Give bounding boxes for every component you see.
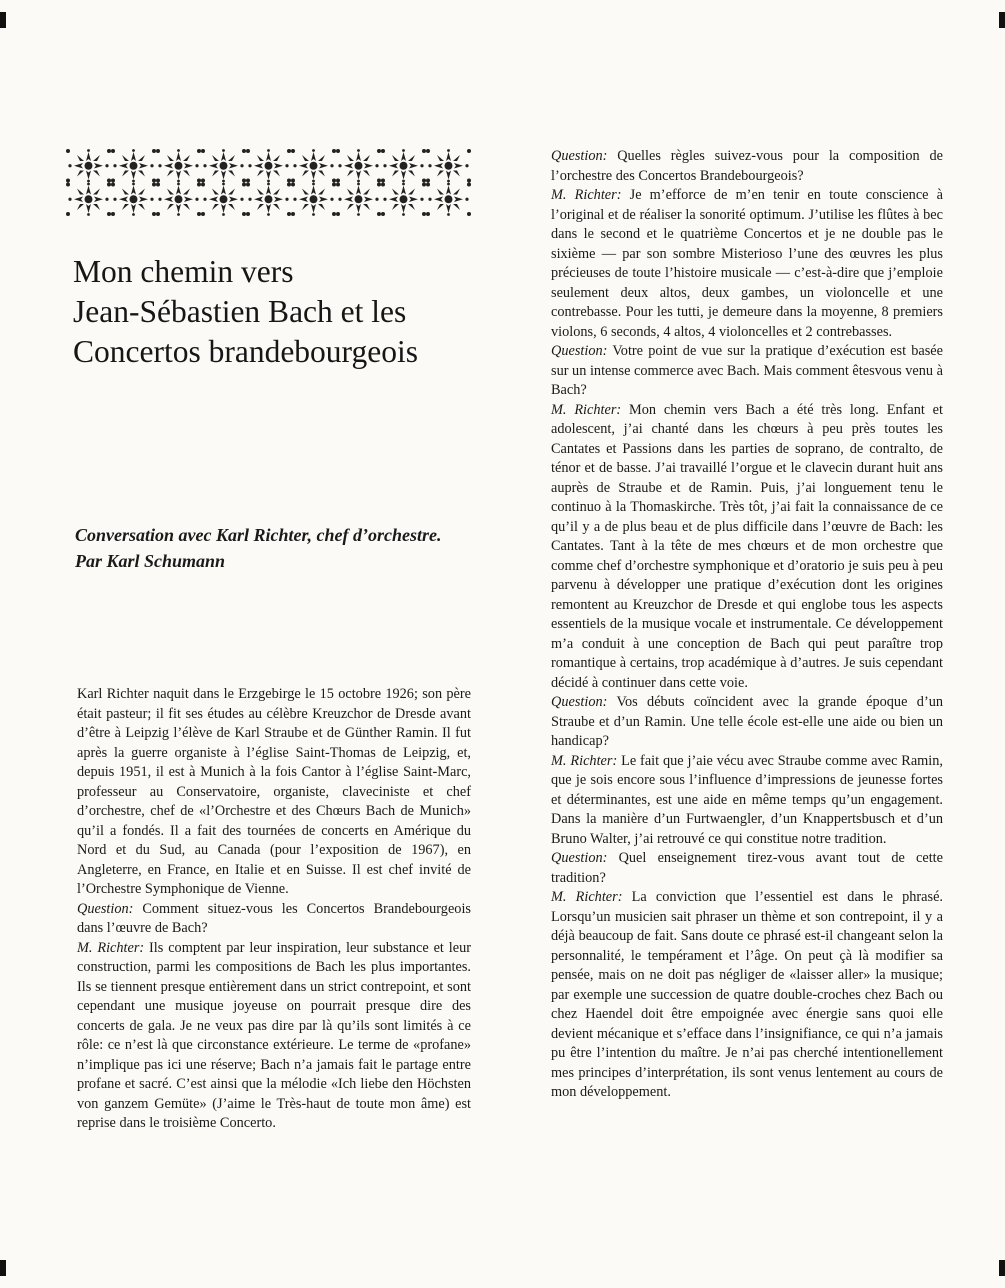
question-text: Votre point de vue sur la pratique d’exécution est basée sur un intense commerce avec Bach. Mais comment êtesvous venu à Bach? xyxy=(551,343,943,398)
answer-paragraph xyxy=(551,186,943,342)
article-title xyxy=(73,252,513,372)
answer-paragraph xyxy=(551,888,943,1103)
registration-mark-top-left xyxy=(0,12,6,28)
answer-paragraph xyxy=(551,752,943,850)
speaker-label: M. Richter: xyxy=(77,939,145,956)
intro-paragraph: Karl Richter naquit dans le Erzgebirge le 15 octobre 1926; son père était pasteur; il fit ses études au célèbre Kreuzchor de Dresde avant d’être à Leipzig l’élève de Karl Straube et de Günther Ramin. Il fut après la guerre organiste à l’église Saint-Thomas de Leipzig, et, depuis 1951, il est à Munich à la fois Cantor à l’église Saint-Marc, professeur au Conservatoire, organiste, claveciniste et chef d’orchestre, chef de «l’Orchestre et des Chœurs Bach de Munich» qu’il a fondés. Il a fait des tournées de concerts en Amérique du Nord et du Sud, au Canada (pour l’exposition de 1967), en Angleterre, en France, en Italie et en Suisse. Il est chef invité de l’Orchestre Symphonique de Vienne. xyxy=(77,686,471,897)
subtitle-line-2: Par Karl Schumann xyxy=(75,551,226,571)
answer-text: Mon chemin vers Bach a été très long. Enfant et adolescent, j’ai chanté dans les chœurs à peu près toutes les Cantates et Passions dans les parties de soprano, de contralto, de ténor et de basse. J’ai travaillé l’orgue et le clavecin durant huit ans auprès de Straube et de Ramin. Puis, j’ai longuement tenu le continuo à la Thomaskirche. Très tôt, j’ai fait la connaissance de ce qu’il y a de plus beau et de plus difficile dans l’œuvre de Bach: les Cantates. Tant à la tête de mes chœurs et de mon orchestre que comme chef d’orchestre symphonique et d’oratorio je suis peu à peu parvenu à développer une pratique d’exécution dont les origines remontent au Kreuzchor de Dresde et qui englobe tous les aspects essentiels de la musique vocale et instrumentale. Ce développement m’a conduit à une conception de Bach qui peut paraître trop romantique à certains, trop académique à d’autres. Je suis cependant décidé à continuer dans cette voie. xyxy=(551,401,943,691)
question-text: Comment situez-vous les Concertos Brandebourgeois dans l’œuvre de Bach? xyxy=(77,900,471,936)
speaker-label: M. Richter: xyxy=(551,889,623,905)
left-text-column xyxy=(77,685,471,1134)
speaker-label: M. Richter: xyxy=(551,752,618,769)
question-text: Quelles règles suivez-vous pour la composition de l’orchestre des Concertos Brandebourgeois? xyxy=(551,148,943,184)
answer-paragraph xyxy=(551,401,943,694)
answer-paragraph xyxy=(77,939,471,1134)
article-subtitle xyxy=(75,522,495,574)
answer-text: Ils comptent par leur inspiration, leur substance et leur construction, parmi les compositions de Bach les plus importantes. Ils se tiennent presque entièrement dans un strict contrepoint, et sont cependant une musique joyeuse on pourrait presque dire des concerts de gala. Je ne veux pas dire par là qu’ils sont limités à ce rôle: ce n’est là que circonstance extérieure. Le terme de «profane» n’implique pas ici une réserve; Bach n’a jamais fait le partage entre profane et sacré. C’est ainsi que la mélodie «Ich liebe den Höchsten von ganzem Gemüte» (J’aime le Très-haut de toute mon âme) est reprise dans le troisième Concerto. xyxy=(77,939,471,1131)
speaker-label: M. Richter: xyxy=(551,187,622,203)
answer-text: Je m’efforce de m’en tenir en toute conscience à l’original et de réaliser la sonorité optimum. J’utilise les flûtes à bec dans le second et le quatrième Concertos et je ne double pas le sixième — par son sombre Misterioso l’une des œuvres les plus précieuses de toute l’histoire musicale — c’est-à-dire que j’emploie seulement deux altos, deux gambes, un violoncelle et une contrebasse. Pour les tutti, je demeure dans la moyenne, 8 premiers violons, 6 seconds, 4 altos, 4 violoncelles et 2 contrebasses. xyxy=(551,187,944,340)
question-paragraph xyxy=(551,849,943,888)
speaker-label: Question: xyxy=(551,694,608,710)
ornamental-border-pattern xyxy=(66,149,471,216)
question-paragraph xyxy=(77,900,471,939)
question-paragraph xyxy=(551,342,943,401)
registration-mark-bottom-left xyxy=(0,1260,6,1276)
question-paragraph xyxy=(551,693,943,752)
speaker-label: Question: xyxy=(551,850,608,866)
speaker-label: Question: xyxy=(551,343,608,359)
answer-text: La conviction que l’essentiel est dans le phrasé. Lorsqu’un musicien sait phraser un thème et son contrepoint, il y a déjà beaucoup de fait. Sans doute ce phrasé est-il changeant selon la personnalité, le tempérament et l’âge. On peut çà là modifier sa pensée, mais on ne doit pas négliger de «laisser aller» la musique; par exemple une succession de quatre double-croches chez Bach ou chez Haendel doit être empoignée avec énergie sans quoi elle devient mécanique et s’efface dans l’insignifiance, ce qui n’a jamais pu être l’intention du maître. Je n’ai pas cherché intentionellement mes principes d’interprétation, ils sont venus lentement au cours de mon développement. xyxy=(551,889,944,1100)
title-line-3: Concertos brandebourgeois xyxy=(73,334,418,369)
speaker-label: Question: xyxy=(77,900,134,917)
right-text-column xyxy=(551,147,943,1103)
title-line-2: Jean-Sébastien Bach et les xyxy=(73,294,407,329)
registration-mark-bottom-right xyxy=(999,1260,1005,1276)
title-line-1: Mon chemin vers xyxy=(73,254,294,289)
question-text: Quel enseignement tirez-vous avant tout de cette tradition? xyxy=(551,850,943,886)
answer-text: Le fait que j’aie vécu avec Straube comme avec Ramin, que je sois encore sous l’influence d’impressions de jeunesse fortes et déterminantes, est une aide en même temps qu’un engagement. Dans la manière d’un Furtwaengler, d’un Knappertsbusch et d’un Bruno Walter, j’ai retrouvé ce qui constitue notre tradition. xyxy=(551,752,943,847)
subtitle-line-1: Conversation avec Karl Richter, chef d’orchestre. xyxy=(75,525,442,545)
registration-mark-top-right xyxy=(999,12,1005,28)
question-text: Vos débuts coïncident avec la grande époque d’un Straube et d’un Ramin. Une telle école est-elle une aide ou bien un handicap? xyxy=(551,694,943,749)
speaker-label: M. Richter: xyxy=(551,401,622,418)
question-paragraph xyxy=(551,147,943,186)
speaker-label: Question: xyxy=(551,148,608,164)
